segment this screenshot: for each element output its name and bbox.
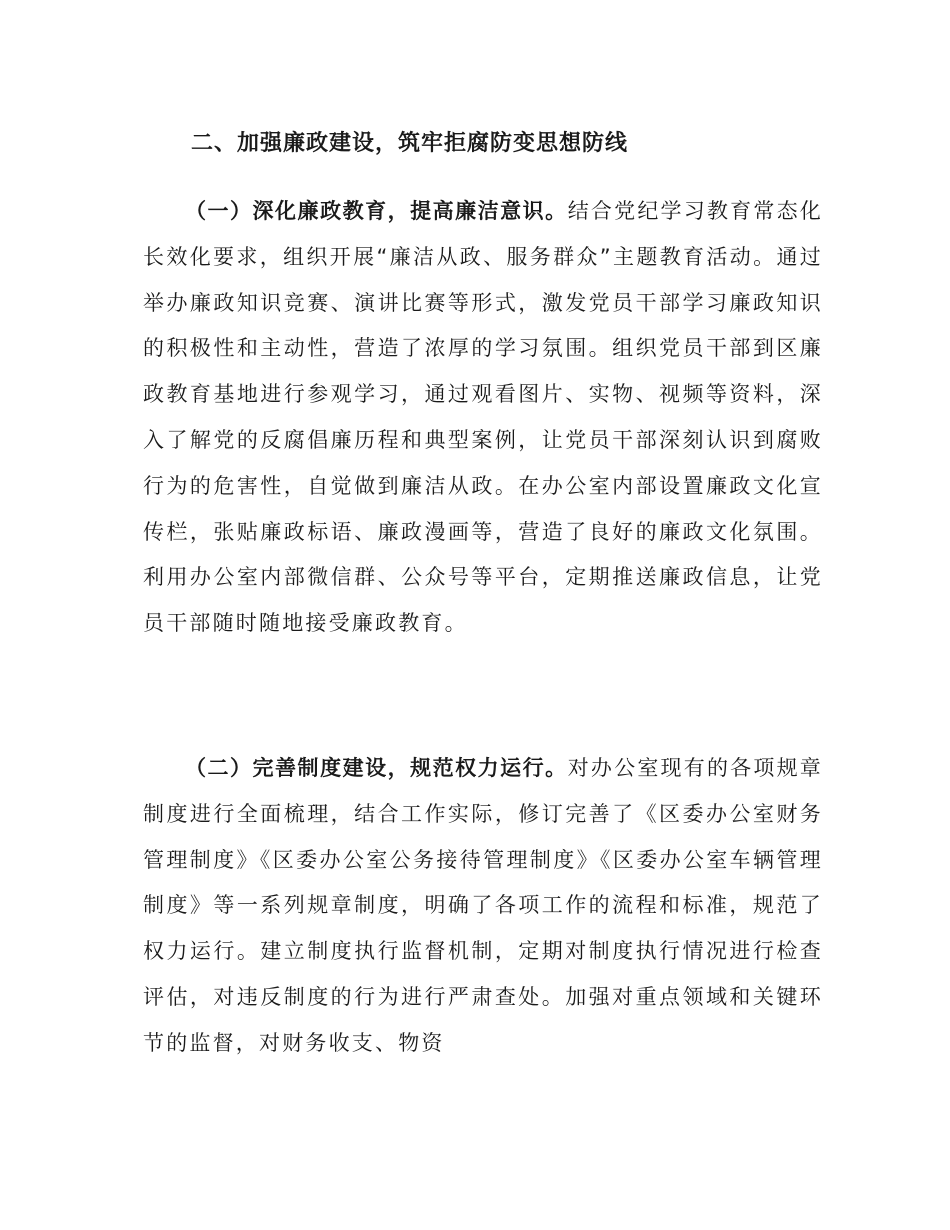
paragraph-education xyxy=(143,189,823,647)
paragraph-lead-education: （一）深化廉政教育，提高廉洁意识。 xyxy=(185,199,568,223)
paragraph-body-education: 结合党纪学习教育常态化长效化要求，组织开展“廉洁从政、服务群众”主题教育活动。通过举办廉政知识竞赛、演讲比赛等形式，激发党员干部学习廉政知识的积极性和主动性，营造了浓厚的学习氛围。组织党员干部到区廉政教育基地进行参观学习，通过观看图片、实物、视频等资料，深入了解党的反腐倡廉历程和典型案例，让党员干部深刻认识到腐败行为的危害性，自觉做到廉洁从政。在办公室内部设置廉政文化宣传栏，张贴廉政标语、廉政漫画等，营造了良好的廉政文化氛围。利用办公室内部微信群、公众号等平台，定期推送廉政信息，让党员干部随时随地接受廉政教育。 xyxy=(143,199,823,636)
paragraph-lead-system: （二）完善制度建设，规范权力运行。 xyxy=(185,756,568,780)
section-heading: 二、加强廉政建设，筑牢拒腐防变思想防线 xyxy=(191,131,629,156)
paragraph-body-system: 对办公室现有的各项规章制度进行全面梳理，结合工作实际，修订完善了《区委办公室财务管理制度》《区委办公室公务接待管理制度》《区委办公室车辆管理制度》等一系列规章制度，明确了各项工作的流程和标准，规范了权力运行。建立制度执行监督机制，定期对制度执行情况进行检查评估，对违反制度的行为进行严肃查处。加强对重点领域和关键环节的监督，对财务收支、物资 xyxy=(143,756,823,1055)
paragraph-system xyxy=(143,746,823,1067)
